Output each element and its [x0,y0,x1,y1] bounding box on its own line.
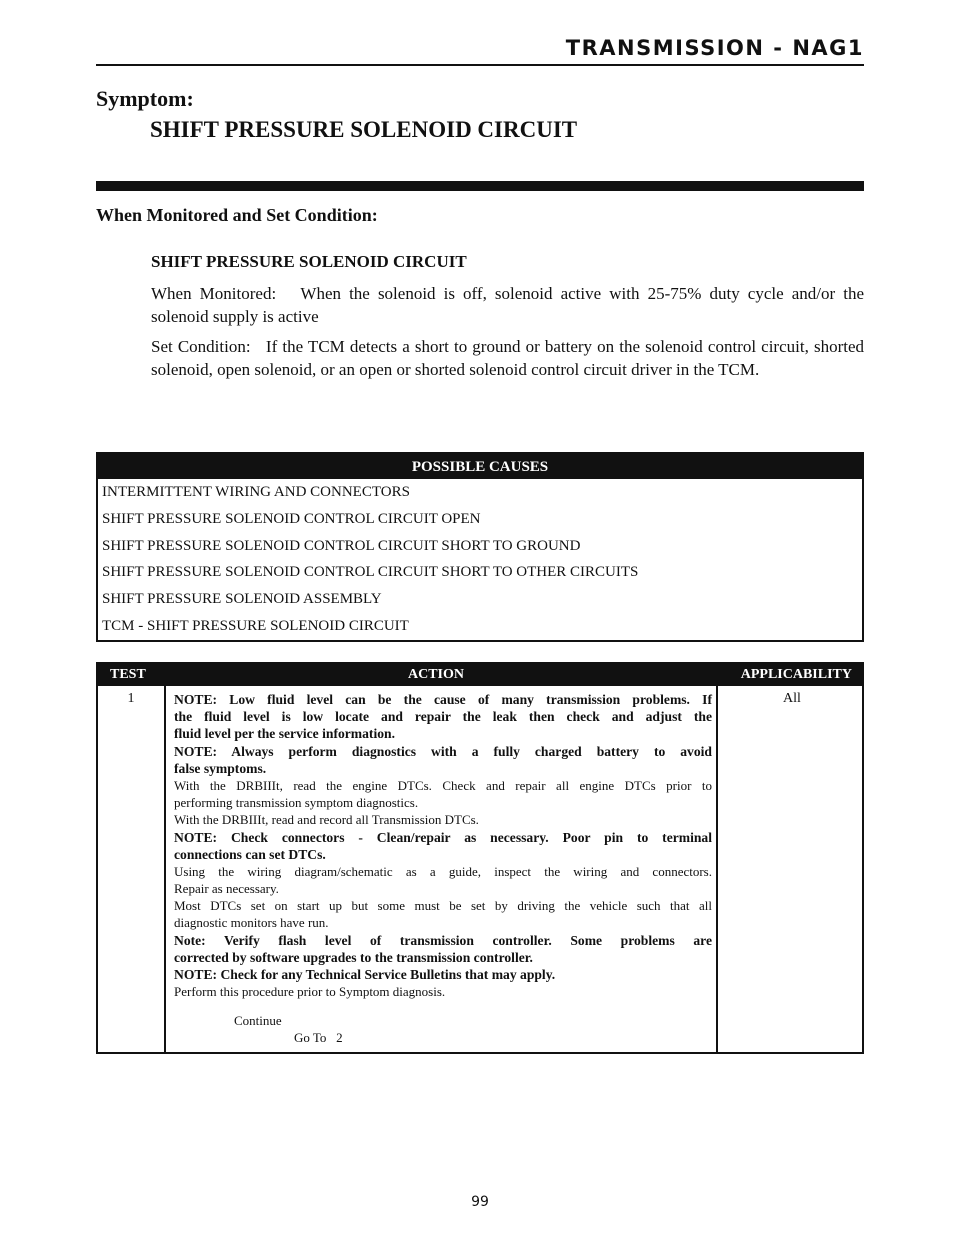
action-cell [166,686,718,1052]
cause-item: SHIFT PRESSURE SOLENOID ASSEMBLY [102,591,382,608]
action-line: fluid level per the service information. [174,726,395,742]
action-line: NOTE: Always perform diagnostics with a fully charged battery to avoid [174,743,712,759]
monitored-subtitle: SHIFT PRESSURE SOLENOID CIRCUIT [151,252,467,271]
symptom-label: Symptom: [96,86,194,111]
test-number: 1 [98,686,166,1052]
action-line: Perform this procedure prior to Symptom diagnosis. [174,984,446,1000]
action-line: With the DRBIIIt, read the engine DTCs. Check and repair all engine DTCs prior to [174,777,712,793]
action-line: Most DTCs set on start up but some must be set by driving the vehicle such that all [174,898,712,914]
col-test-header: TEST [110,667,146,682]
action-line: diagnostic monitors have run. [174,915,329,931]
action-line: Using the wiring diagram/schematic as a guide, inspect the wiring and connectors. [174,863,712,879]
action-line: NOTE: Check for any Technical Service Bulletins that may apply. [174,967,556,982]
cause-item: INTERMITTENT WIRING AND CONNECTORS [102,484,410,500]
set-condition-text: Set Condition: If the TCM detects a short to ground or battery on the solenoid control circuit, shorted solenoid, open solenoid, or an open or shorted solenoid control circuit driver in the TCM. [151,337,864,379]
cause-item: SHIFT PRESSURE SOLENOID CONTROL CIRCUIT SHORT TO GROUND [102,537,581,554]
header-title: TRANSMISSION - NAG1 [565,36,864,60]
when-monitored-text: When Monitored: When the solenoid is off, solenoid active with 25-75% duty cycle and/or the solenoid supply is active [151,284,864,326]
action-line: NOTE: Low fluid level can be the cause of many transmission problems. If [174,692,712,707]
action-line: performing transmission symptom diagnostics. [174,795,419,811]
section-divider [96,181,864,191]
header-rule [96,64,864,66]
symptom-title: SHIFT PRESSURE SOLENOID CIRCUIT [150,117,578,142]
possible-causes-table [96,452,864,642]
test-table-header [98,664,862,686]
action-line: Repair as necessary. [174,881,279,897]
monitored-block [151,250,864,388]
action-line: corrected by software upgrades to the transmission controller. [174,949,533,965]
page-number: 99 [471,1194,489,1210]
action-line: With the DRBIIIt, read and record all Transmission DTCs. [174,812,479,828]
action-line: connections can set DTCs. [174,846,326,862]
cause-item: SHIFT PRESSURE SOLENOID CONTROL CIRCUIT SHORT TO OTHER CIRCUITS [102,564,639,581]
applicability-value: All [783,691,801,706]
action-line: NOTE: Check connectors - Clean/repair as necessary. Poor pin to terminal [174,829,712,845]
continue-label: Continue [234,1013,282,1029]
col-action-header: ACTION [408,667,465,682]
action-line: false symptoms. [174,760,267,776]
col-applicability-header: APPLICABILITY [740,667,852,682]
goto-link[interactable]: Go To 2 [294,1030,343,1046]
monitored-heading: When Monitored and Set Condition: [96,205,378,225]
action-line: the fluid level is low locate and repair the leak then check and adjust the [174,709,712,725]
test-table [96,662,864,1054]
possible-causes-heading: POSSIBLE CAUSES [98,454,862,479]
action-line: Note: Verify flash level of transmission controller. Some problems are [174,932,712,948]
cause-item: TCM - SHIFT PRESSURE SOLENOID CIRCUIT [102,617,409,634]
cause-item: SHIFT PRESSURE SOLENOID CONTROL CIRCUIT OPEN [102,510,481,527]
